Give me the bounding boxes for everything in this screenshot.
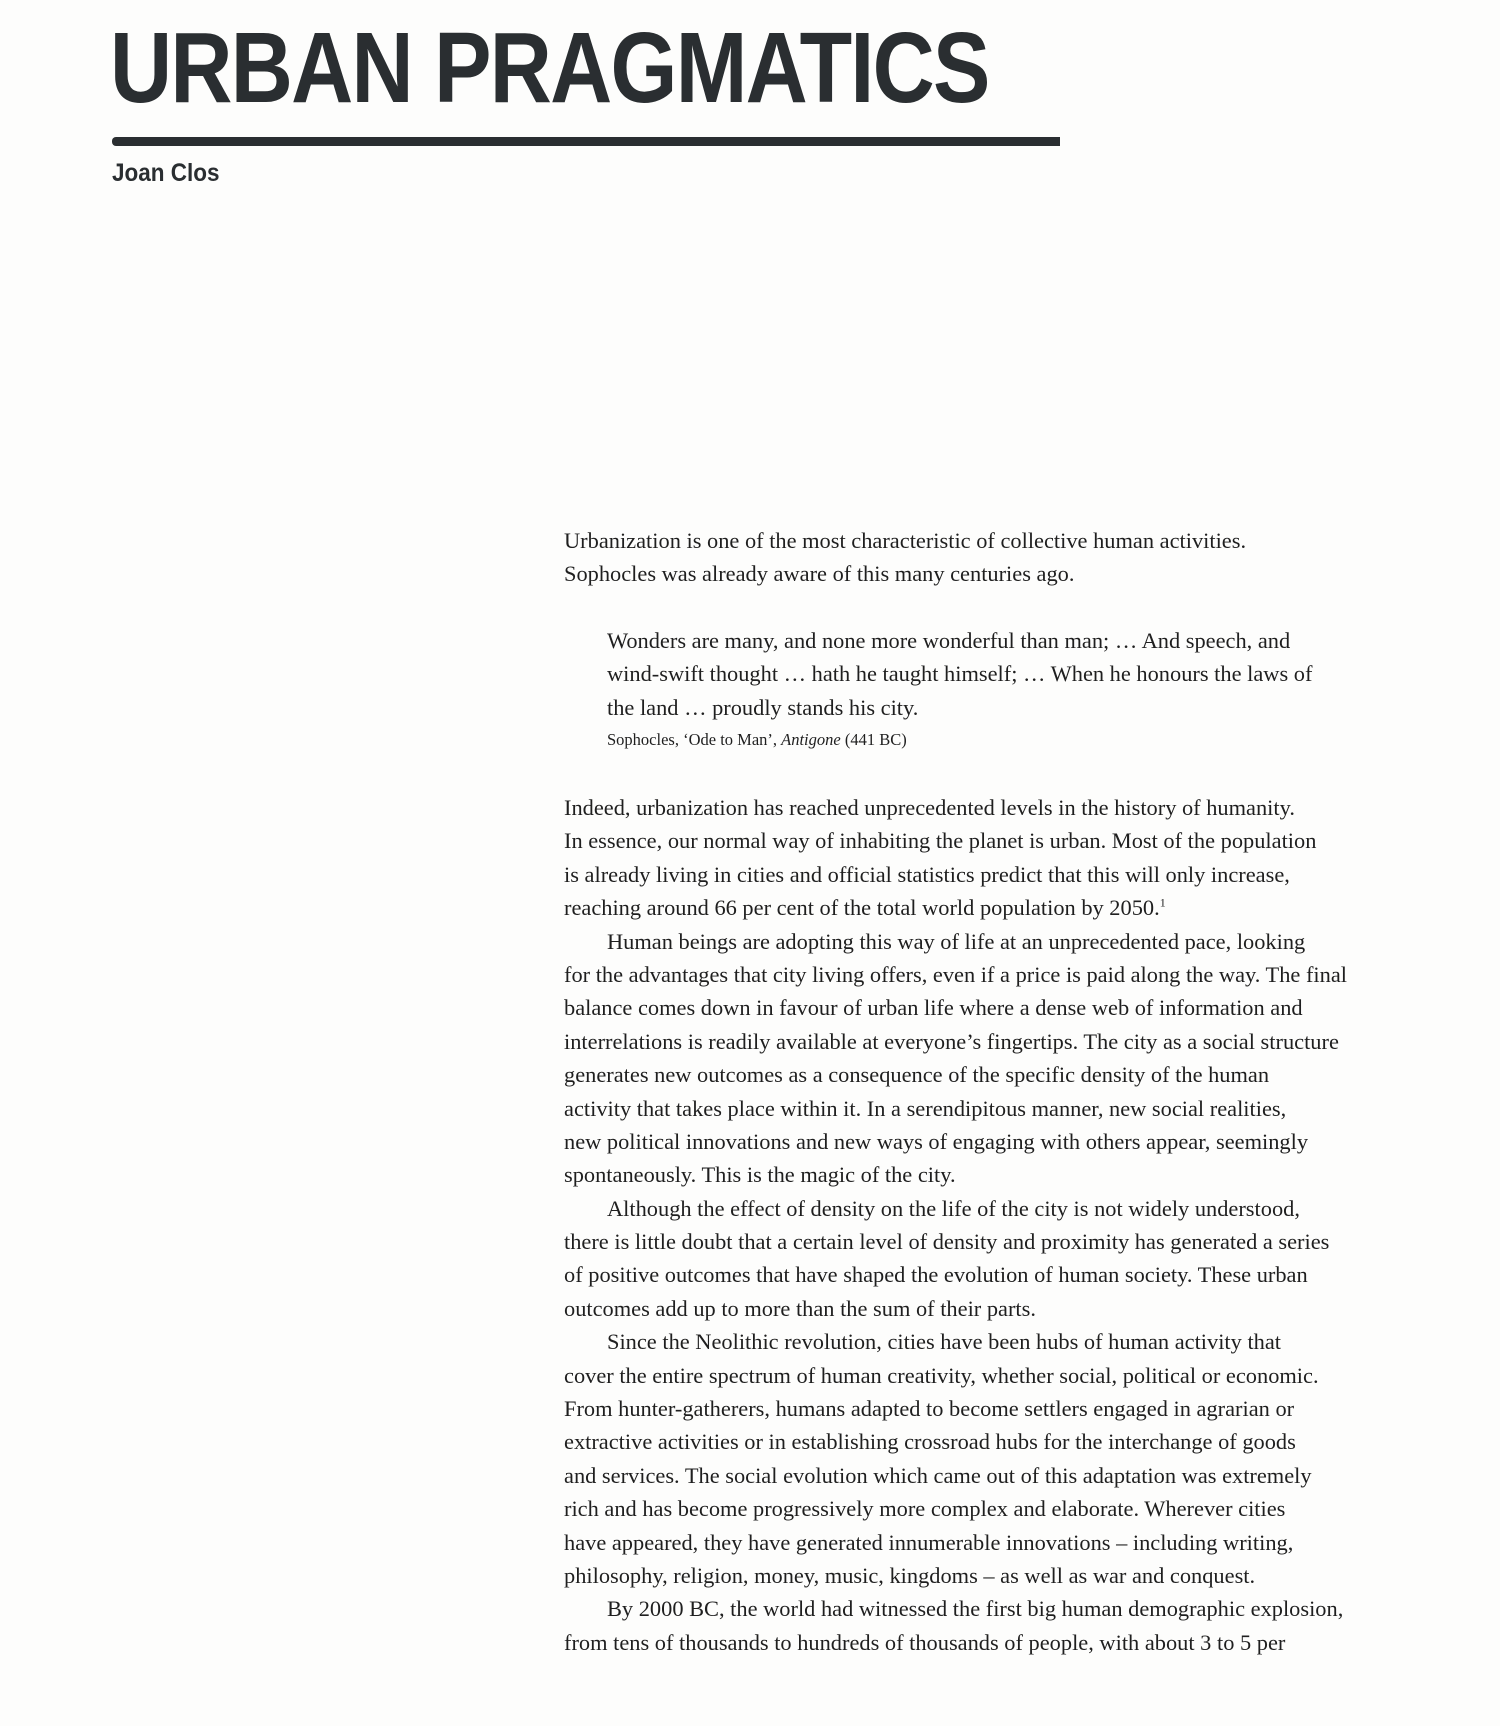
text-line: new political innovations and new ways of engaging with others appear, seemingly <box>564 1128 1309 1154</box>
body-text <box>564 791 1444 1659</box>
text-line: interrelations is readily available at everyone’s fingertips. The city as a social structure <box>564 1028 1339 1054</box>
text-line: of positive outcomes that have shaped the evolution of human society. These urban <box>564 1262 1308 1288</box>
article-title: URBAN PRAGMATICS <box>110 12 989 124</box>
epigraph-quote <box>607 624 1447 754</box>
text-line: Since the Neolithic revolution, cities have been hubs of human activity that <box>607 1329 1282 1355</box>
text-line: From hunter-gatherers, humans adapted to become settlers engaged in agrarian or <box>564 1396 1295 1422</box>
quote-line: the land … proudly stands his city. <box>607 694 919 720</box>
text-line: Although the effect of density on the life of the city is not widely understood, <box>607 1195 1300 1221</box>
text-line: Urbanization is one of the most characteristic of collective human activities. <box>564 528 1247 553</box>
text-line: from tens of thousands to hundreds of thousands of people, with about 3 to 5 per <box>564 1629 1286 1655</box>
text-line: outcomes add up to more than the sum of their parts. <box>564 1295 1036 1321</box>
text-line: is already living in cities and official statistics predict that this will only increase, <box>564 861 1290 887</box>
text-line: By 2000 BC, the world had witnessed the first big human demographic explosion, <box>607 1596 1344 1622</box>
quote-line: Wonders are many, and none more wonderful than man; … And speech, and <box>607 628 1291 653</box>
text-line: Human beings are adopting this way of life at an unprecedented pace, looking <box>607 928 1306 954</box>
citation-work-title: Antigone <box>781 730 841 750</box>
text-line: Indeed, urbanization has reached unprecedented levels in the history of humanity. <box>564 795 1295 820</box>
text-line: spontaneously. This is the magic of the city. <box>564 1162 956 1188</box>
text-line: balance comes down in favour of urban life where a dense web of information and <box>564 995 1303 1021</box>
text-line: and services. The social evolution which came out of this adaptation was extremely <box>564 1462 1312 1488</box>
footnote-reference[interactable]: 1 <box>1159 895 1166 910</box>
text-line: generates new outcomes as a consequence of the specific density of the human <box>564 1062 1270 1088</box>
text-line: extractive activities or in establishing crossroad hubs for the interchange of goods <box>564 1429 1296 1455</box>
quote-line: wind-swift thought … hath he taught himself; … When he honours the laws of <box>607 661 1313 687</box>
text-line: rich and has become progressively more complex and elaborate. Wherever cities <box>564 1496 1286 1522</box>
author-name: Joan Clos <box>112 159 220 187</box>
text-line: have appeared, they have generated innumerable innovations – including writing, <box>564 1529 1294 1555</box>
text-line: there is little doubt that a certain level of density and proximity has generated a series <box>564 1229 1330 1255</box>
title-underline-rule <box>112 137 1060 146</box>
text-line: Sophocles was already aware of this many centuries ago. <box>564 561 1075 587</box>
quote-citation: Sophocles, ‘Ode to Man’, Antigone (441 BC) <box>607 730 907 750</box>
intro-paragraph <box>564 524 1444 591</box>
text-line: In essence, our normal way of inhabiting the planet is urban. Most of the population <box>564 828 1317 854</box>
text-line: reaching around 66 per cent of the total world population by 2050.$^1$ <box>564 895 1166 921</box>
text-line: philosophy, religion, money, music, kingdoms – as well as war and conquest. <box>564 1562 1256 1588</box>
text-line: activity that takes place within it. In a serendipitous manner, new social realities, <box>564 1095 1287 1121</box>
text-line: for the advantages that city living offers, even if a price is paid along the way. The final <box>564 961 1347 987</box>
text-line: cover the entire spectrum of human creativity, whether social, political or economic. <box>564 1362 1319 1388</box>
